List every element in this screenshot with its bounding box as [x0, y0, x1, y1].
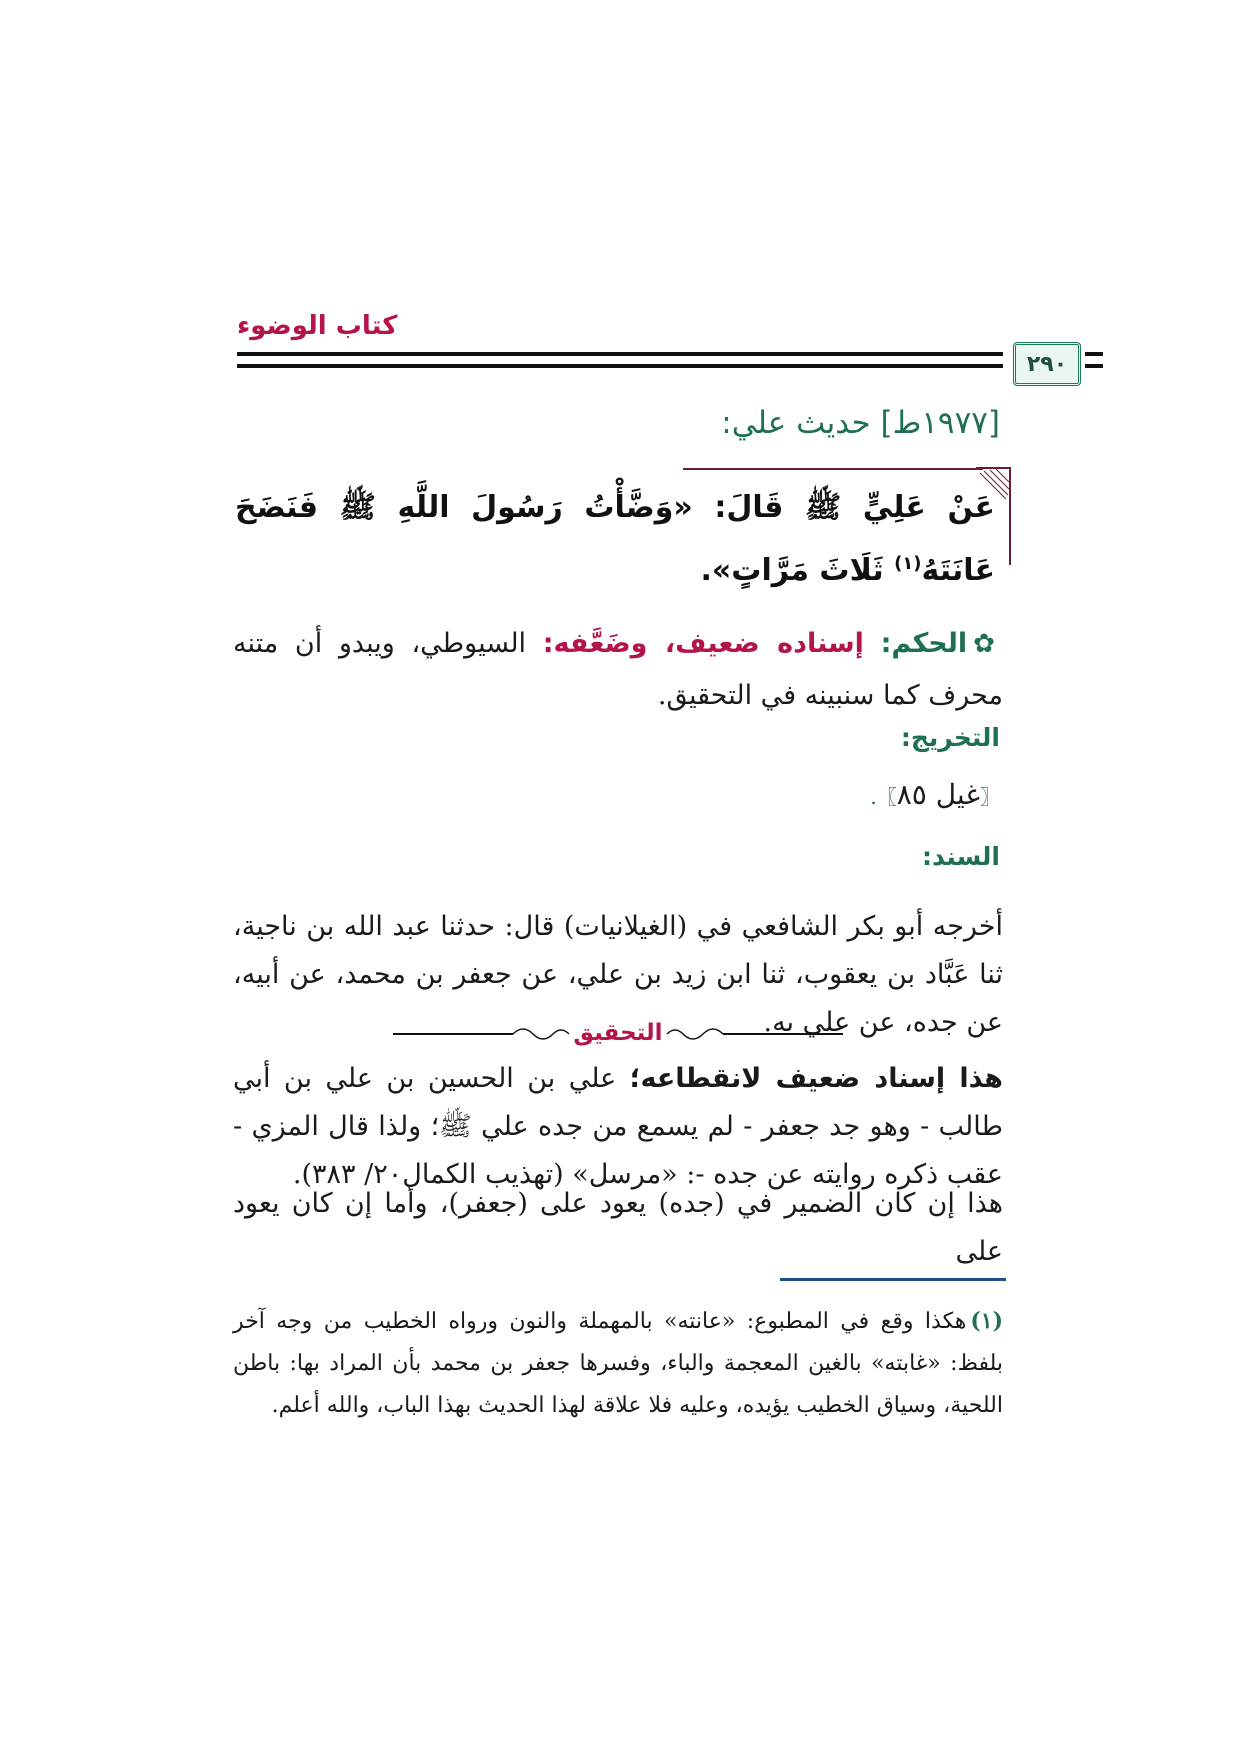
running-title: كتاب الوضوء — [237, 311, 398, 341]
tahqiq-para1-text: علي بن الحسين بن علي بن أبي طالب - وهو جد جعفر - لم يسمع من جده علي ﷺ؛ ولذا قال المزي - عقب ذكره روايته عن جده -: «مرسل» (تهذيب الكمال٢٠/ ٣٨٣). — [233, 1063, 1004, 1190]
flower-icon: ✿ — [973, 629, 1003, 659]
tahqiq-divider — [393, 1018, 843, 1050]
tahqiq-paragraph-2: هذا إن كان الضمير في (جده) يعود على (جعفر)، وأما إن كان يعود على — [233, 1188, 1003, 1267]
close-bracket: 〗. — [870, 785, 897, 809]
sanad-text: أخرجه أبو بكر الشافعي في (الغيلانيات) قال: حدثنا عبد الله بن ناجية، ثنا عَبَّاد بن يعقوب، ثنا ابن زيد بن علي، عن جعفر بن محمد، عن أبيه، عن جده، عن علي به. — [233, 911, 1003, 1038]
hadith-matn — [235, 480, 995, 599]
header-rule-bottom — [237, 364, 1003, 368]
tahqiq-title: التحقيق — [573, 1020, 663, 1046]
sanad-label: السند: — [921, 842, 1000, 871]
footnote — [233, 1300, 1003, 1427]
page-number: ٢٩٠ — [1013, 342, 1081, 386]
takhrij-reference — [870, 778, 1000, 811]
header-rule-right-bottom — [1085, 364, 1103, 368]
hukm-label: الحكم: — [880, 628, 968, 659]
footnote-text: هكذا وقع في المطبوع: «عانته» بالمهملة والنون ورواه الخطيب من وجه آخر بلفظ: «غابته» بالغين المعجمة والباء، وفسرها جعفر بن محمد بأن المراد بها: باطن اللحية، وسياق الخطيب يؤيده، وعليه فلا علاقة لهذا الحديث بهذا الباب، والله أعلم. — [233, 1309, 1003, 1418]
matn-text-after: ثَلَاثَ مَرَّاتٍ». — [700, 553, 895, 588]
hadith-heading: [١٩٧٧ط] حديث علي: — [721, 405, 1000, 441]
footnote-separator — [780, 1278, 1006, 1281]
open-bracket: 〖 — [980, 785, 1000, 809]
header-rule-top — [237, 352, 1003, 356]
matn-text-before: عَنْ عَلِيٍّ ﷺ قَالَ: «وَضَّأْتُ رَسُولَ اللَّهِ ﷺ فَنَضَحَ عَانَتَهُ — [235, 490, 995, 588]
header-rule-right-top — [1085, 352, 1103, 356]
hukm-paragraph — [233, 618, 1003, 722]
heading-rule — [683, 468, 983, 470]
hukm-grade: إسناده ضعيف، وضَعَّفه: — [542, 628, 864, 659]
hukm-text: السيوطي، ويبدو أن متنه محرف كما سنبينه في التحقيق. — [233, 628, 1003, 711]
footnote-number: (١) — [970, 1308, 1003, 1334]
takhrij-ref-text: غيل ٨٥ — [896, 778, 980, 811]
tahqiq-paragraph-1 — [233, 1055, 1003, 1199]
footnote-marker[interactable]: (١) — [894, 553, 922, 574]
takhrij-label: التخريج: — [900, 723, 1000, 752]
tahqiq-bold-lead: هذا إسناد ضعيف لانقطاعه؛ — [629, 1063, 1003, 1094]
